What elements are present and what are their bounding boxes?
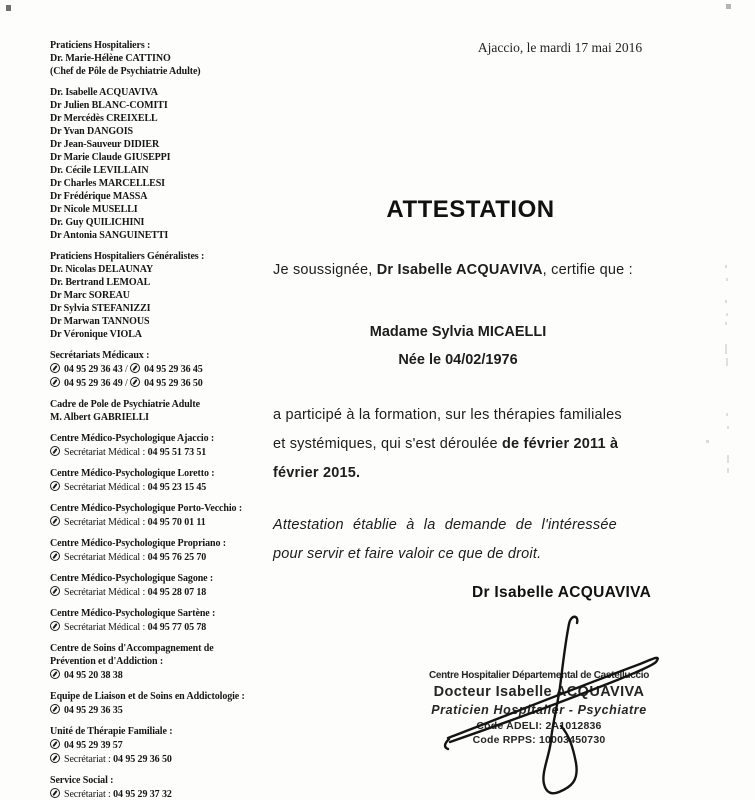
text-segment: , certifie que : <box>542 262 633 278</box>
sidebar-heading: Centre Médico-Psychologique Porto-Vecchio : <box>50 503 243 514</box>
text-segment: 04 95 29 36 43 <box>64 364 123 375</box>
sidebar-heading: Equipe de Liaison et de Soins en Addictologie : <box>50 691 245 702</box>
sidebar-heading: Secrétariats Médicaux : <box>50 350 150 361</box>
sidebar-heading: Praticiens Hospitaliers Généralistes : <box>50 251 205 262</box>
sidebar-phone-line <box>50 550 285 564</box>
text-segment: Je soussignée, <box>273 262 377 278</box>
sidebar-phone-line <box>50 585 285 599</box>
sidebar-heading: Prévention et d'Addiction : <box>50 656 164 667</box>
text-segment: et systémiques, qui s'est déroulée <box>273 436 502 452</box>
phone-icon <box>130 377 140 387</box>
scan-speck <box>725 300 727 303</box>
sidebar-phone-line <box>50 703 285 717</box>
sidebar-group <box>50 39 285 78</box>
text-line <box>273 511 693 540</box>
text-line <box>273 430 703 459</box>
text-line <box>273 540 693 569</box>
document-title: ATTESTATION <box>386 196 555 223</box>
scan-speck <box>725 322 727 325</box>
signature-main-stroke <box>543 617 577 794</box>
intro-line <box>273 262 693 278</box>
sidebar-group <box>50 537 285 564</box>
scan-speck <box>725 344 727 354</box>
text-segment: 04 95 29 36 35 <box>64 705 123 716</box>
sidebar-heading: Centre Médico-Psychologique Ajaccio : <box>50 433 215 444</box>
sidebar-name: Dr. Guy QUILICHINI <box>50 217 145 228</box>
text-segment: Secrétariat Médical : <box>64 552 148 563</box>
phone-icon <box>50 586 60 596</box>
sidebar-heading: Service Social : <box>50 775 114 786</box>
scan-speck <box>6 5 11 11</box>
sidebar-group <box>50 502 285 529</box>
phone-icon <box>50 753 60 763</box>
sidebar-group <box>50 432 285 459</box>
sidebar-name: Dr Charles MARCELLESI <box>50 178 165 189</box>
text-segment: 04 95 20 38 38 <box>64 670 123 681</box>
phone-icon <box>130 363 140 373</box>
text-segment: de février 2011 à <box>502 436 619 452</box>
text-segment: Secrétariat : <box>64 754 114 765</box>
sidebar-name: Dr Jean-Sauveur DIDIER <box>50 139 160 150</box>
text-segment: Secrétariat Médical : <box>64 447 148 458</box>
phone-icon <box>50 516 60 526</box>
text-segment: / <box>122 378 131 389</box>
subject-name: Madame Sylvia MICAELLI <box>369 324 547 340</box>
phone-icon <box>50 739 60 749</box>
sidebar-heading: Praticiens Hospitaliers : <box>50 40 151 51</box>
scan-speck <box>726 4 731 9</box>
phone-icon <box>50 621 60 631</box>
sidebar-group <box>50 774 285 800</box>
sidebar-name: Dr. Nicolas DELAUNAY <box>50 264 154 275</box>
phone-icon <box>50 551 60 561</box>
sidebar-phone-line <box>50 480 285 494</box>
stamp-adeli-code: Code ADELI: 2A1012836 <box>476 720 602 732</box>
text-segment: 04 95 70 01 11 <box>147 517 206 528</box>
sidebar-name: Dr. Cécile LEVILLAIN <box>50 165 149 176</box>
scan-speck <box>726 413 728 416</box>
sidebar-heading: Centre Médico-Psychologique Loretto : <box>50 468 215 479</box>
text-segment: 04 95 29 39 57 <box>64 740 123 751</box>
scan-speck <box>727 468 729 473</box>
phone-icon <box>50 481 60 491</box>
text-segment: a participé à la formation, sur les thérapies familiales <box>273 407 622 423</box>
text-segment: Dr Isabelle ACQUAVIVA <box>376 262 543 278</box>
sidebar-group <box>50 642 285 682</box>
sidebar-name: Dr. Isabelle ACQUAVIVA <box>50 87 158 98</box>
sidebar-contact-list <box>50 39 285 800</box>
sidebar-name: M. Albert GABRIELLI <box>50 412 149 423</box>
text-segment: Attestation établie à la demande de l'intéressée <box>273 517 617 533</box>
sidebar-name: Dr Marwan TANNOUS <box>50 316 150 327</box>
sidebar-heading: Centre Médico-Psychologique Sagone : <box>50 573 214 584</box>
sidebar-group <box>50 86 285 242</box>
stamp-hospital-name: Centre Hospitalier Départemental de Castelluccio <box>428 670 650 681</box>
text-segment: 04 95 29 36 45 <box>144 364 203 375</box>
text-segment: 04 95 29 36 50 <box>144 378 203 389</box>
sidebar-group <box>50 725 285 766</box>
sidebar-name: Dr Marc SOREAU <box>50 290 130 301</box>
text-line <box>273 459 703 488</box>
sidebar-phone-line <box>50 752 285 766</box>
sidebar-heading: Centre Médico-Psychologique Sartène : <box>50 608 216 619</box>
body-paragraph <box>273 401 703 488</box>
stamp-doctor-role: Praticien Hospitalier - Psychiatre <box>431 702 647 717</box>
sidebar-name: Dr. Bertrand LEMOAL <box>50 277 151 288</box>
scan-speck <box>727 455 729 463</box>
sidebar-group <box>50 349 285 390</box>
phone-icon <box>50 669 60 679</box>
text-segment: Secrétariat Médical : <box>64 517 148 528</box>
sidebar-phone-line <box>50 668 285 682</box>
signature-tail-stroke <box>445 739 449 749</box>
scan-speck <box>727 426 729 429</box>
phone-icon <box>50 788 60 798</box>
closing-paragraph <box>273 511 693 568</box>
sidebar-phone-line <box>50 445 285 459</box>
scan-speck <box>726 278 728 281</box>
scan-speck <box>726 358 728 366</box>
sidebar-name: Dr Marie Claude GIUSEPPI <box>50 152 171 163</box>
sidebar-name: (Chef de Pôle de Psychiatrie Adulte) <box>50 66 201 77</box>
text-segment: 04 95 29 36 50 <box>113 754 172 765</box>
sidebar-heading: Unité de Thérapie Familiale : <box>50 726 173 737</box>
sidebar-group <box>50 467 285 494</box>
text-segment: 04 95 29 36 49 <box>64 378 123 389</box>
scan-speck <box>706 440 709 443</box>
text-segment: / <box>122 364 131 375</box>
sidebar-name: Dr Véronique VIOLA <box>50 329 142 340</box>
sidebar-name: Dr Nicole MUSELLI <box>50 204 138 215</box>
sidebar-phone-line <box>50 620 285 634</box>
phone-icon <box>50 446 60 456</box>
sidebar-heading: Centre Médico-Psychologique Propriano : <box>50 538 226 549</box>
sidebar-name: Dr Mercédès CREIXELL <box>50 113 158 124</box>
stamp-doctor-name: Docteur Isabelle ACQUAVIVA <box>433 684 645 700</box>
text-segment: 04 95 51 73 51 <box>147 447 207 458</box>
text-segment: 04 95 77 05 78 <box>147 622 207 633</box>
sidebar-group <box>50 572 285 599</box>
text-segment: 04 95 23 15 45 <box>147 482 207 493</box>
phone-icon <box>50 704 60 714</box>
text-segment: Secrétariat Médical : <box>64 622 148 633</box>
sidebar-phone-line <box>50 515 285 529</box>
sidebar-name: Dr Frédérique MASSA <box>50 191 148 202</box>
text-segment: Secrétariat Médical : <box>64 482 148 493</box>
sidebar-group <box>50 398 285 424</box>
sidebar-name: Dr Sylvia STEFANIZZI <box>50 303 151 314</box>
text-segment: 04 95 76 25 70 <box>147 552 207 563</box>
stamp-rpps-code: Code RPPS: 10003450730 <box>472 733 606 746</box>
text-segment: 04 95 28 07 18 <box>147 587 207 598</box>
scan-speck <box>725 265 727 268</box>
sidebar-name: Dr Julien BLANC-COMITI <box>50 100 168 111</box>
sidebar-phone-line <box>50 376 285 390</box>
sidebar-group <box>50 250 285 341</box>
date-line: Ajaccio, le mardi 17 mai 2016 <box>477 40 643 55</box>
sidebar-phone-line <box>50 738 285 752</box>
phone-icon <box>50 363 60 373</box>
text-segment: 04 95 29 37 32 <box>113 789 172 800</box>
text-segment: Secrétariat Médical : <box>64 587 148 598</box>
subject-birthdate: Née le 04/02/1976 <box>398 352 518 368</box>
sidebar-name: Dr. Marie-Hélène CATTINO <box>50 53 171 64</box>
handwritten-signature <box>440 612 675 798</box>
signer-name: Dr Isabelle ACQUAVIVA <box>472 584 652 601</box>
subject-block <box>273 318 643 374</box>
sidebar-heading: Cadre de Pole de Psychiatrie Adulte <box>50 399 200 410</box>
sidebar-heading: Centre de Soins d'Accompagnement de <box>50 643 214 654</box>
phone-icon <box>50 377 60 387</box>
sidebar-group <box>50 690 285 717</box>
text-line <box>273 401 703 430</box>
sidebar-name: Dr Yvan DANGOIS <box>50 126 133 137</box>
text-segment: février 2015. <box>273 465 361 481</box>
sidebar-group <box>50 607 285 634</box>
scan-speck <box>726 313 728 316</box>
sidebar-name: Dr Antonia SANGUINETTI <box>50 230 169 241</box>
sidebar-phone-line <box>50 362 285 376</box>
sidebar-phone-line <box>50 787 285 800</box>
text-segment: Secrétariat : <box>64 789 114 800</box>
text-segment: pour servir et faire valoir ce que de droit. <box>273 545 542 562</box>
